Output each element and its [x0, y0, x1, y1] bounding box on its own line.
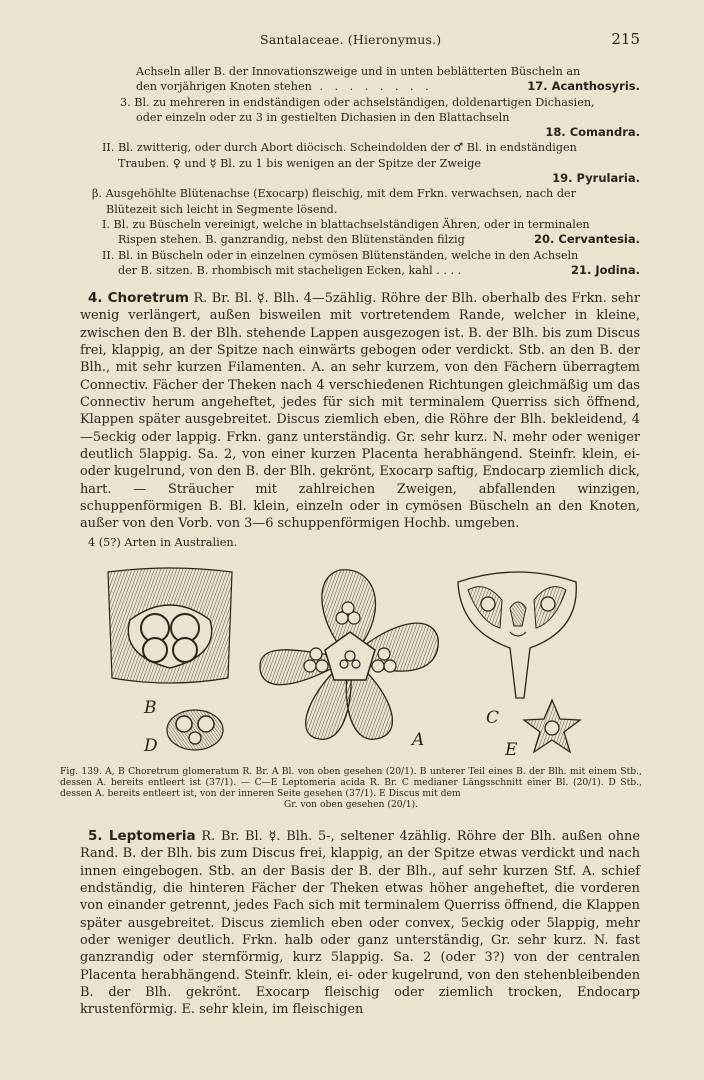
botanical-illustration	[100, 560, 640, 770]
key-line: Rispen stehen. B. ganzrandig, nebst den Blütenständen filzig 20. Cervantesia.	[118, 232, 640, 247]
genus-text: R. Br. Bl. ☿. Blh. 5-, seltener 4zählig. Röhre der Blh. außen ohne Rand. B. der Blh. bis zum Discus frei, klappig, an der Spitze etwas verdickt und nach innen eingebogen. Stb. an der Basis der B. der Blh., auf sehr kurzen Stf. A. schief endständig, die hinteren Fächer der Theken etwas höher angeheftet, die vorderen von einander getrennt, jedes Fach sich mit terminalem Querriss öffnend, die Klappen später ausgebreitet. Discus ziemlich eben oder convex, 5eckig oder 5lappig, mehr oder weniger deutlich. Frkn. halb oder ganz unterständig, Gr. sehr kurz. N. fast ganzrandig oder sternförmig, kurz 5lappig. Sa. 2 (oder 3?) von der centralen Placenta herabhängend. Steinfr. klein, ei- oder kugelrund, von den stehenbleibenden B. der Blh. gekrönt. Exocarp fleischig oder ziemlich trocken, Endocarp krustenförmig. E. sehr klein, im fleischigen	[80, 829, 640, 1018]
figure-part-a	[260, 570, 438, 740]
key-line: Trauben. ♀ und ☿ Bl. zu 1 bis wenigen an der Spitze der Zweige	[118, 156, 481, 170]
genus-ref: 20. Cervantesia.	[534, 232, 640, 247]
figure-part-b	[108, 568, 232, 683]
genus-ref: 21. Jodina.	[570, 262, 640, 277]
leptomeria-description	[80, 828, 640, 1019]
key-line: 3. Bl. zu mehreren in endständigen oder achselständigen, doldenartigen Dichasien,	[120, 95, 595, 109]
key-line: oder einzeln oder zu 3 in gestielten Dichasien in den Blattachseln	[136, 110, 510, 124]
key-line	[92, 171, 640, 186]
figure-part-c	[458, 572, 576, 698]
key-line	[92, 125, 640, 140]
figure-part-d	[167, 710, 223, 750]
identification-key	[92, 64, 640, 278]
key-line: II. Bl. in Büscheln oder in einzelnen cymösen Blütenständen, welche in den Achseln	[102, 248, 579, 262]
figure-label-d: D	[144, 736, 158, 756]
figure-caption	[60, 766, 642, 810]
key-line: II. Bl. zwitterig, oder durch Abort diöcisch. Scheindolden der ♂ Bl. in endständigen	[102, 141, 577, 155]
figure-label-c: C	[486, 708, 500, 728]
genus-ref: 19. Pyrularia.	[552, 171, 640, 186]
key-line: Achseln aller B. der Innovationszweige und in unten beblätterten Büscheln an	[136, 65, 581, 78]
key-line: I. Bl. zu Büscheln vereinigt, welche in blattachselständigen Ähren, oder in terminalen	[102, 217, 590, 231]
genus-name: 5. Leptomeria	[88, 828, 196, 844]
caption-last-line: Gr. von oben gesehen (20/1).	[283, 799, 419, 810]
figure-139	[100, 560, 640, 770]
caption-text: Fig. 139. A, B Choretrum glomeratum R. Br. A Bl. von oben gesehen (20/1). B unterer Teil eines B. der Blh. mit einem Stb., dessen A. bereits entleert ist (37/1). — C—E Leptomeria acida R. Br. C medianer Längsschnitt einer Bl. (20/1). D Stb., dessen A. bereits entleert ist, von der inneren Seite gesehen (37/1). E Discus mit dem	[60, 766, 642, 799]
figure-part-e	[524, 700, 580, 752]
key-line: den vorjährigen Knoten stehen . . . . . . . . 17. Acanthosyris.	[136, 79, 640, 94]
figure-label-b: B	[144, 698, 157, 718]
key-line: β. Ausgehöhlte Blütenachse (Exocarp) fleischig, mit dem Frkn. verwachsen, nach der	[92, 187, 576, 201]
key-line: Blütezeit sich leicht in Segmente lösend.	[106, 202, 338, 216]
running-header	[80, 32, 640, 52]
figure-label-a: A	[412, 730, 425, 750]
genus-text: R. Br. Bl. ☿. Blh. 4—5zählig. Röhre der Blh. oberhalb des Frkn. sehr wenig verlängert, außen bisweilen mit vortretendem Rande, welcher in kleine, zwischen den B. der Blh. stehende Lappen ausgezogen ist. B. der Blh. bis zum Discus frei, klappig, an der Spitze nach einwärts gebogen oder verdickt. Stb. an den B. der Blh., mit sehr kurzen Filamenten. A. an sehr kurzem, von den Fächern überragtem Connectiv. Fächer der Theken nach 4 verschiedenen Richtungen gleichmäßig um das Connectiv herum angeheftet, jedes für sich mit terminalem Querriss sich öffnend, Klappen später ausgebreitet. Discus ziemlich eben, die Röhre der Blh. bekleidend, 4—5eckig oder lappig. Frkn. ganz unterständig. Gr. sehr kurz. N. mehr oder weniger deutlich 5lappig. Sa. 2, von einer kurzen Placenta herabhängend. Steinfr. klein, ei- oder kugelrund, von den B. der Blh. gekrönt, Exocarp saftig, Endocarp ziemlich dick, hart. — Sträucher mit zahlreichen Zweigen, abfallenden winzigen, schuppenförmigen B. Bl. klein, einzeln oder in cymösen Büscheln an den Knoten, außer von den Vorb. von 3—6 schuppenförmigen Hochb. umgeben.	[80, 291, 640, 532]
genus-name: 4. Choretrum	[88, 290, 189, 306]
genus-ref: 18. Comandra.	[545, 125, 640, 140]
page-number: 215	[611, 30, 640, 48]
figure-label-e: E	[505, 740, 518, 760]
header-title: Santalaceae. (Hieronymus.)	[260, 32, 442, 47]
species-note: 4 (5?) Arten in Australien.	[88, 536, 238, 549]
choretrum-description	[80, 290, 640, 533]
genus-ref: 17. Acanthosyris.	[527, 79, 640, 94]
key-line: der B. sitzen. B. rhombisch mit stacheligen Ecken, kahl . . . . 21. Jodina.	[118, 262, 640, 277]
